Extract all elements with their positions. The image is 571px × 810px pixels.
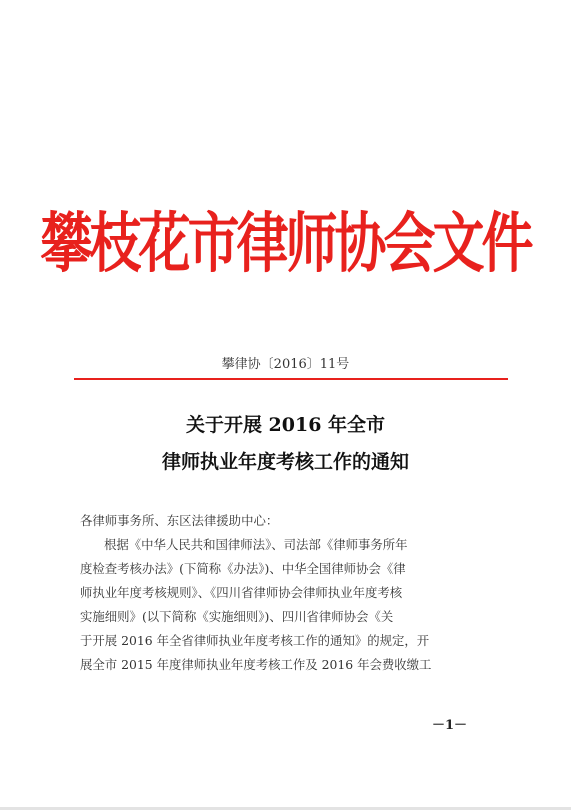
body-line-3: 师执业年度考核规则》、《四川省律师协会律师执业年度考核 [80, 585, 403, 600]
addressee: 各律师事务所、东区法律援助中心： [80, 513, 279, 528]
notice-title-line-1: 关于开展 2016 年全市 [185, 414, 386, 436]
notice-title-line-2: 律师执业年度考核工作的通知 [161, 451, 409, 473]
body-line-5: 于开展 2016 年全省律师执业年度考核工作的通知》的规定，开 [80, 633, 430, 648]
body-line-1: 根据《中华人民共和国律师法》、司法部《律师事务所年 [104, 537, 408, 552]
body-line-6: 展全市 2015 年度律师执业年度考核工作及 2016 年会费收缴工 [80, 657, 432, 672]
body-line-2: 度检查考核办法》(下简称《办法》)、中华全国律师协会《律 [80, 561, 406, 576]
document-number: 攀律协〔2016〕11号 [221, 357, 350, 372]
red-divider-line [74, 378, 508, 380]
issuer-title: 攀枝花市律师协会文件 [40, 205, 531, 282]
body-line-4: 实施细则》(以下简称《实施细则》)、四川省律师协会《关 [80, 609, 394, 624]
page-number: －1－ [432, 718, 468, 733]
